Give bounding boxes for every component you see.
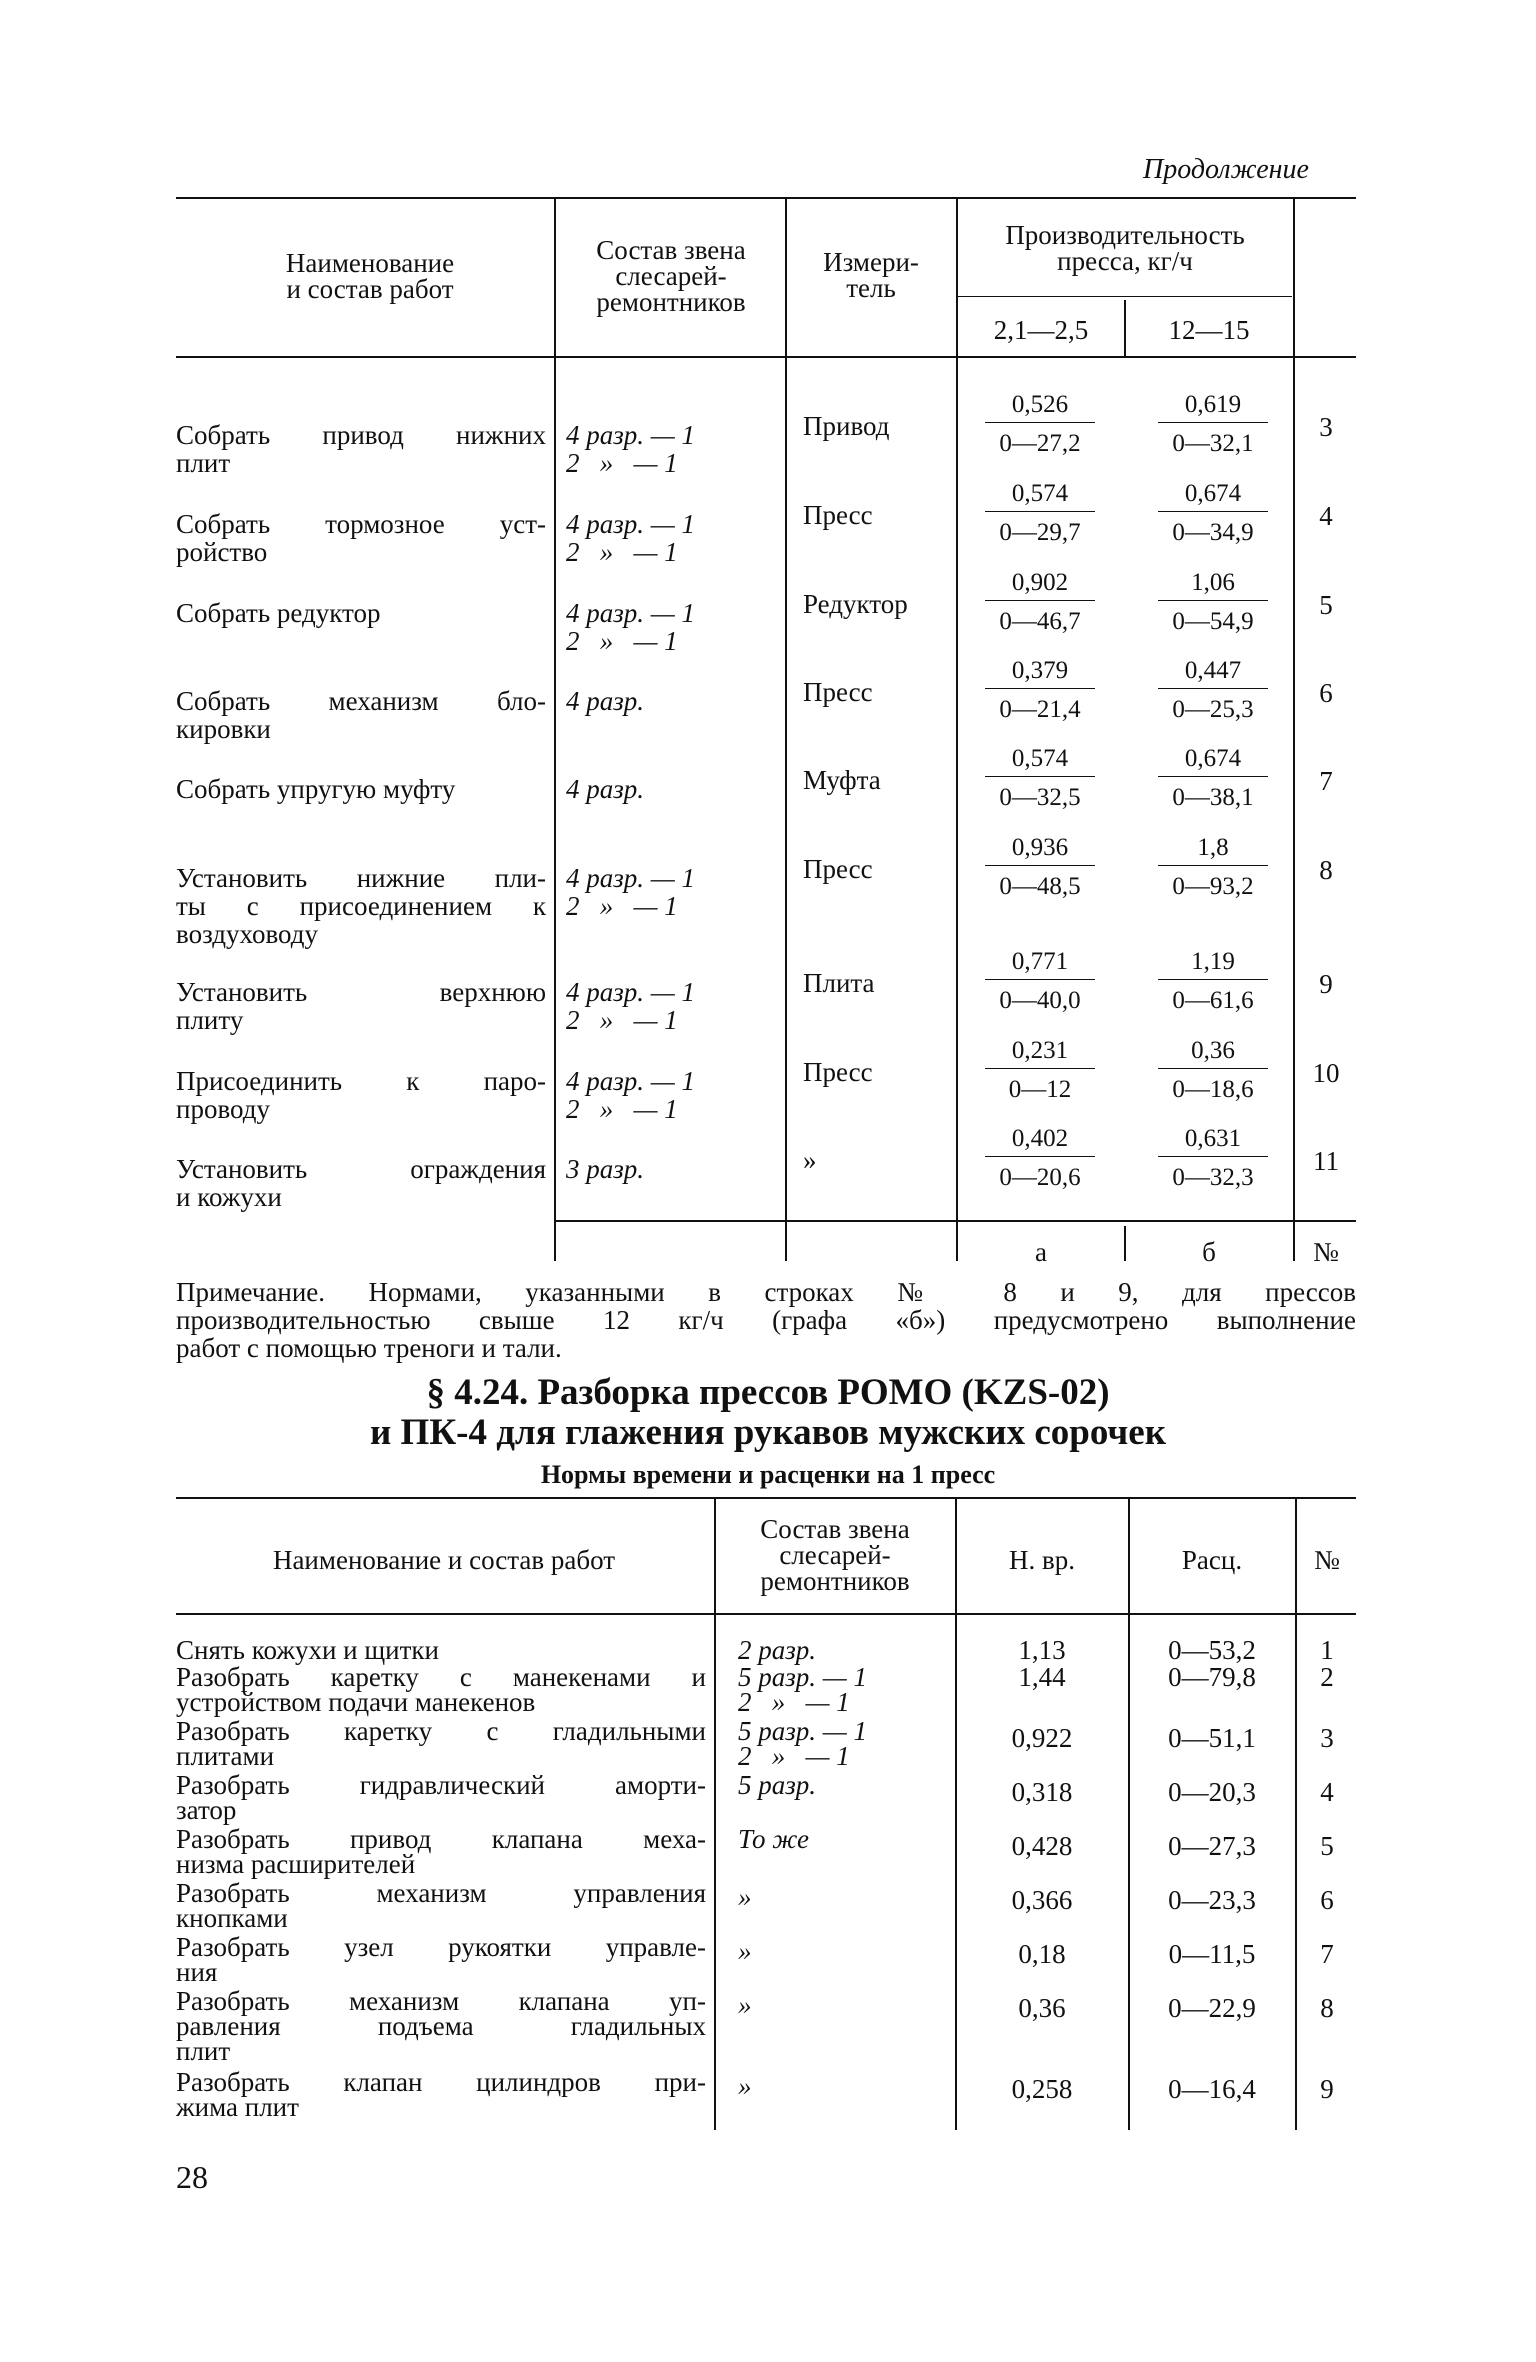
table-1-header-rule [176, 356, 1356, 358]
row-perf-b [1158, 568, 1268, 637]
row-perf-a-rate: 0—48,5 [999, 873, 1081, 900]
row-perf-b-rate: 0—25,3 [1172, 696, 1254, 723]
row-rate: 0—51,1 [1168, 1723, 1256, 1753]
header-perf: Производительность пресса, кг/ч [1005, 220, 1245, 276]
row-perf-b [1158, 1124, 1268, 1193]
row-name-line: Собрать привод нижних [176, 420, 546, 450]
header-perf-b: 12—15 [1168, 315, 1250, 345]
row-perf-b-time: 0,36 [1158, 1036, 1268, 1069]
row-no: 4 [1320, 1777, 1334, 1807]
row-crew-line: 4 разр. [566, 774, 645, 804]
footer-col-b: б [1202, 1237, 1216, 1267]
header-perf-a: 2,1—2,5 [993, 315, 1089, 345]
row-perf-a [985, 947, 1095, 1016]
row-name-line: Разобрать клапан цилиндров при- [176, 2067, 706, 2097]
row-name-line: и кожухи [176, 1182, 282, 1212]
row-number: 5 [1319, 590, 1333, 620]
row-crew-line: » [738, 2071, 752, 2101]
row-perf-b [1158, 833, 1268, 902]
row-perf-b-rate: 0—93,2 [1172, 873, 1254, 900]
row-perf-a [985, 1036, 1095, 1105]
row-perf-a [985, 390, 1095, 459]
row-time: 1,44 [1018, 1662, 1066, 1692]
row-crew-line: 4 разр. — 1 [566, 598, 696, 628]
t2-header-no: № [1314, 1545, 1340, 1575]
row-rate: 0—23,3 [1168, 1885, 1256, 1915]
row-perf-a [985, 656, 1095, 725]
row-crew-line: То же [738, 1824, 810, 1854]
row-name-line: Установить верхнюю [176, 977, 546, 1007]
row-name-line: Собрать механизм бло- [176, 686, 546, 716]
row-name-line: Собрать упругую муфту [176, 774, 456, 804]
row-crew-line: 4 разр. — 1 [566, 863, 696, 893]
col-rule-1 [554, 197, 556, 1261]
row-perf-b-time: 0,631 [1158, 1124, 1268, 1157]
row-time: 0,428 [1011, 1831, 1073, 1861]
row-perf-b-rate: 0—32,1 [1172, 430, 1254, 457]
col-rule-2 [785, 197, 787, 1261]
row-crew-line: 4 разр. [566, 686, 645, 716]
row-perf-b-time: 1,06 [1158, 568, 1268, 601]
t2-col-rule-3 [1128, 1497, 1130, 2130]
row-no: 8 [1320, 1993, 1334, 2023]
row-time: 0,318 [1011, 1777, 1073, 1807]
row-number: 6 [1319, 678, 1333, 708]
row-time: 0,18 [1018, 1939, 1066, 1969]
row-name-line: кировки [176, 714, 271, 744]
perf-header-rule [956, 296, 1292, 297]
row-crew-line: 2 » — 1 [566, 537, 678, 567]
row-crew-line: 4 разр. — 1 [566, 509, 696, 539]
row-crew-line: 2 » — 1 [566, 448, 678, 478]
row-crew-line: 2 » — 1 [566, 1005, 678, 1035]
row-number: 4 [1319, 501, 1333, 531]
row-name-line: Разобрать узел рукоятки управле- [176, 1932, 706, 1962]
row-name-line: Собрать тормозное уст- [176, 509, 546, 539]
row-unit: Плита [803, 968, 875, 998]
row-unit: Пресс [803, 854, 873, 884]
row-crew-line: 5 разр. — 1 [738, 1662, 868, 1692]
row-name-line: Разобрать гидравлический аморти- [176, 1770, 706, 1800]
row-perf-a [985, 479, 1095, 548]
row-perf-b-rate: 0—34,9 [1172, 519, 1254, 546]
row-number: 10 [1312, 1058, 1340, 1088]
row-unit: Привод [803, 411, 890, 441]
t2-col-rule-2 [955, 1497, 957, 2130]
row-unit: Пресс [803, 500, 873, 530]
row-perf-a [985, 833, 1095, 902]
row-crew-line: 2 » — 1 [738, 1741, 850, 1771]
row-perf-a-rate: 0—40,0 [999, 987, 1081, 1014]
row-perf-a-rate: 0—32,5 [999, 784, 1081, 811]
row-rate: 0—53,2 [1168, 1635, 1256, 1665]
row-crew-line: » [738, 1990, 752, 2020]
row-perf-b [1158, 744, 1268, 813]
row-name-line: Разобрать механизм управления [176, 1878, 706, 1908]
row-perf-a-time: 0,902 [985, 568, 1095, 601]
row-perf-a-rate: 0—27,2 [999, 430, 1081, 457]
row-perf-a [985, 1124, 1095, 1193]
row-number: 7 [1319, 766, 1333, 796]
row-name-line: Установить ограждения [176, 1154, 546, 1184]
row-name-line: равления подъема гладильных [176, 2011, 706, 2041]
row-unit: Пресс [803, 1057, 873, 1087]
row-name-line: проводу [176, 1094, 270, 1124]
row-number: 9 [1319, 969, 1333, 999]
note-line-1: Примечание. Нормами, указанными в строках № 8 и 9, для прессов [176, 1277, 1356, 1307]
row-perf-b-time: 0,674 [1158, 744, 1268, 777]
row-perf-b-rate: 0—32,3 [1172, 1164, 1254, 1191]
row-no: 2 [1320, 1662, 1334, 1692]
col-rule-3 [956, 197, 958, 1261]
row-crew-line: 5 разр. — 1 [738, 1716, 868, 1746]
row-time: 0,36 [1018, 1993, 1066, 2023]
row-crew-line: 5 разр. [738, 1770, 817, 1800]
header-name: Наименование и состав работ [285, 248, 455, 304]
section-subtitle: Нормы времени и расценки на 1 пресс [540, 1460, 996, 1489]
row-perf-b-rate: 0—61,6 [1172, 987, 1254, 1014]
t2-header-rate: Расц. [1181, 1545, 1243, 1575]
row-rate: 0—11,5 [1168, 1939, 1256, 1969]
row-perf-a-time: 0,574 [985, 744, 1095, 777]
row-perf-b-rate: 0—18,6 [1172, 1076, 1254, 1103]
row-crew-line: 4 разр. — 1 [566, 420, 696, 450]
row-crew-line: 4 разр. — 1 [566, 1066, 696, 1096]
row-perf-a-rate: 0—46,7 [999, 608, 1081, 635]
row-perf-b-rate: 0—38,1 [1172, 784, 1254, 811]
row-perf-b-time: 0,447 [1158, 656, 1268, 689]
row-perf-a-time: 0,574 [985, 479, 1095, 512]
row-number: 11 [1313, 1146, 1339, 1176]
row-name-line: плит [176, 2036, 231, 2066]
row-no: 6 [1320, 1885, 1334, 1915]
row-name-line: Разобрать каретку с манекенами и [176, 1662, 706, 1692]
row-unit: Редуктор [803, 589, 908, 619]
row-rate: 0—27,3 [1168, 1831, 1256, 1861]
row-perf-a [985, 568, 1095, 637]
row-rate: 0—79,8 [1168, 1662, 1256, 1692]
t2-header-name: Наименование и состав работ [272, 1545, 616, 1575]
row-perf-a-rate: 0—21,4 [999, 696, 1081, 723]
section-title-line-1: § 4.24. Разборка прессов РОМО (KZS-02) [426, 1372, 1110, 1413]
row-time: 1,13 [1018, 1635, 1066, 1665]
row-perf-a-time: 0,231 [985, 1036, 1095, 1069]
row-unit: Пресс [803, 677, 873, 707]
row-perf-a-time: 0,936 [985, 833, 1095, 866]
continuation-label: Продолжение [1143, 154, 1309, 185]
row-crew-line: 2 » — 1 [566, 1094, 678, 1124]
row-no: 5 [1320, 1831, 1334, 1861]
row-crew-line: » [738, 1936, 752, 1966]
row-perf-a-time: 0,379 [985, 656, 1095, 689]
row-name-line: Собрать редуктор [176, 598, 381, 628]
row-no: 9 [1320, 2074, 1334, 2104]
row-perf-a-time: 0,526 [985, 390, 1095, 423]
row-crew-line: 3 разр. [566, 1154, 645, 1184]
row-crew-line: » [738, 1882, 752, 1912]
row-perf-b [1158, 947, 1268, 1016]
row-name-line: плит [176, 448, 231, 478]
row-perf-a-rate: 0—20,6 [999, 1164, 1081, 1191]
row-name-line: кнопками [176, 1903, 288, 1933]
header-unit: Измери- тель [823, 247, 919, 303]
row-perf-a-rate: 0—29,7 [999, 519, 1081, 546]
row-no: 7 [1320, 1939, 1334, 1969]
row-rate: 0—22,9 [1168, 1993, 1256, 2023]
row-name-line: ния [176, 1957, 218, 1987]
note-line-2: производительностью свыше 12 кг/ч (графа «б») предусмотрено выполнение [176, 1305, 1356, 1335]
row-crew-line: 2 » — 1 [566, 626, 678, 656]
row-name-line: устройством подачи манекенов [176, 1687, 536, 1717]
row-rate: 0—20,3 [1168, 1777, 1256, 1807]
row-perf-a-time: 0,402 [985, 1124, 1095, 1157]
row-rate: 0—16,4 [1168, 2074, 1256, 2104]
row-time: 0,922 [1011, 1723, 1073, 1753]
row-name-line: воздуховоду [176, 919, 318, 949]
row-name-line: ты с присоединением к [176, 891, 546, 921]
table-2-top-rule [176, 1497, 1356, 1499]
row-number: 8 [1319, 855, 1333, 885]
t2-header-time: Н. вр. [1009, 1545, 1075, 1575]
row-name-line: Установить нижние пли- [176, 863, 546, 893]
footer-col-no: № [1313, 1237, 1339, 1267]
row-perf-b-rate: 0—54,9 [1172, 608, 1254, 635]
row-crew-line: 2 » — 1 [738, 1687, 850, 1717]
table-2-header-rule [176, 1613, 1356, 1615]
row-name-line: затор [176, 1795, 237, 1825]
row-unit: » [803, 1145, 817, 1175]
row-perf-a [985, 744, 1095, 813]
row-name-line: Разобрать каретку с гладильными [176, 1716, 706, 1746]
row-crew-line: 2 » — 1 [566, 891, 678, 921]
header-crew: Состав звена слесарей- ремонтников [596, 235, 746, 317]
col-rule-4 [1293, 197, 1295, 1261]
table-1-top-rule [176, 197, 1356, 199]
row-name-line: плитами [176, 1741, 275, 1771]
row-no: 1 [1320, 1635, 1334, 1665]
row-name-line: Разобрать привод клапана меха- [176, 1824, 706, 1854]
row-perf-b [1158, 479, 1268, 548]
row-no: 3 [1320, 1723, 1334, 1753]
row-perf-b [1158, 1036, 1268, 1105]
row-perf-b-time: 1,8 [1158, 833, 1268, 866]
row-perf-a-rate: 0—12 [1008, 1076, 1072, 1103]
row-name-line: Снять кожухи и щитки [176, 1635, 439, 1665]
row-name-line: ройство [176, 537, 268, 567]
row-crew-line: 4 разр. — 1 [566, 977, 696, 1007]
footer-col-a: а [1035, 1237, 1047, 1267]
row-number: 3 [1319, 412, 1333, 442]
page-number: 28 [176, 2159, 208, 2195]
row-perf-b [1158, 656, 1268, 725]
section-title-line-2: и ПК-4 для глажения рукавов мужских сорочек [369, 1412, 1167, 1453]
note-line-3: работ с помощью треноги и тали. [176, 1333, 562, 1363]
row-crew-line: 2 разр. [738, 1635, 817, 1665]
row-name-line: Присоединить к паро- [176, 1066, 546, 1096]
row-perf-b-time: 1,19 [1158, 947, 1268, 980]
t2-col-rule-4 [1295, 1497, 1297, 2130]
row-perf-a-time: 0,771 [985, 947, 1095, 980]
row-name-line: низма расширителей [176, 1849, 416, 1879]
t2-header-crew: Состав звена слесарей- ремонтников [760, 1514, 910, 1596]
row-time: 0,366 [1011, 1885, 1073, 1915]
row-name-line: Разобрать механизм клапана уп- [176, 1986, 706, 2016]
row-time: 0,258 [1011, 2074, 1073, 2104]
row-name-line: плиту [176, 1005, 244, 1035]
row-perf-b-time: 0,619 [1158, 390, 1268, 423]
row-name-line: жима плит [176, 2092, 299, 2122]
row-perf-b [1158, 390, 1268, 459]
row-perf-b-time: 0,674 [1158, 479, 1268, 512]
row-unit: Муфта [803, 765, 881, 795]
